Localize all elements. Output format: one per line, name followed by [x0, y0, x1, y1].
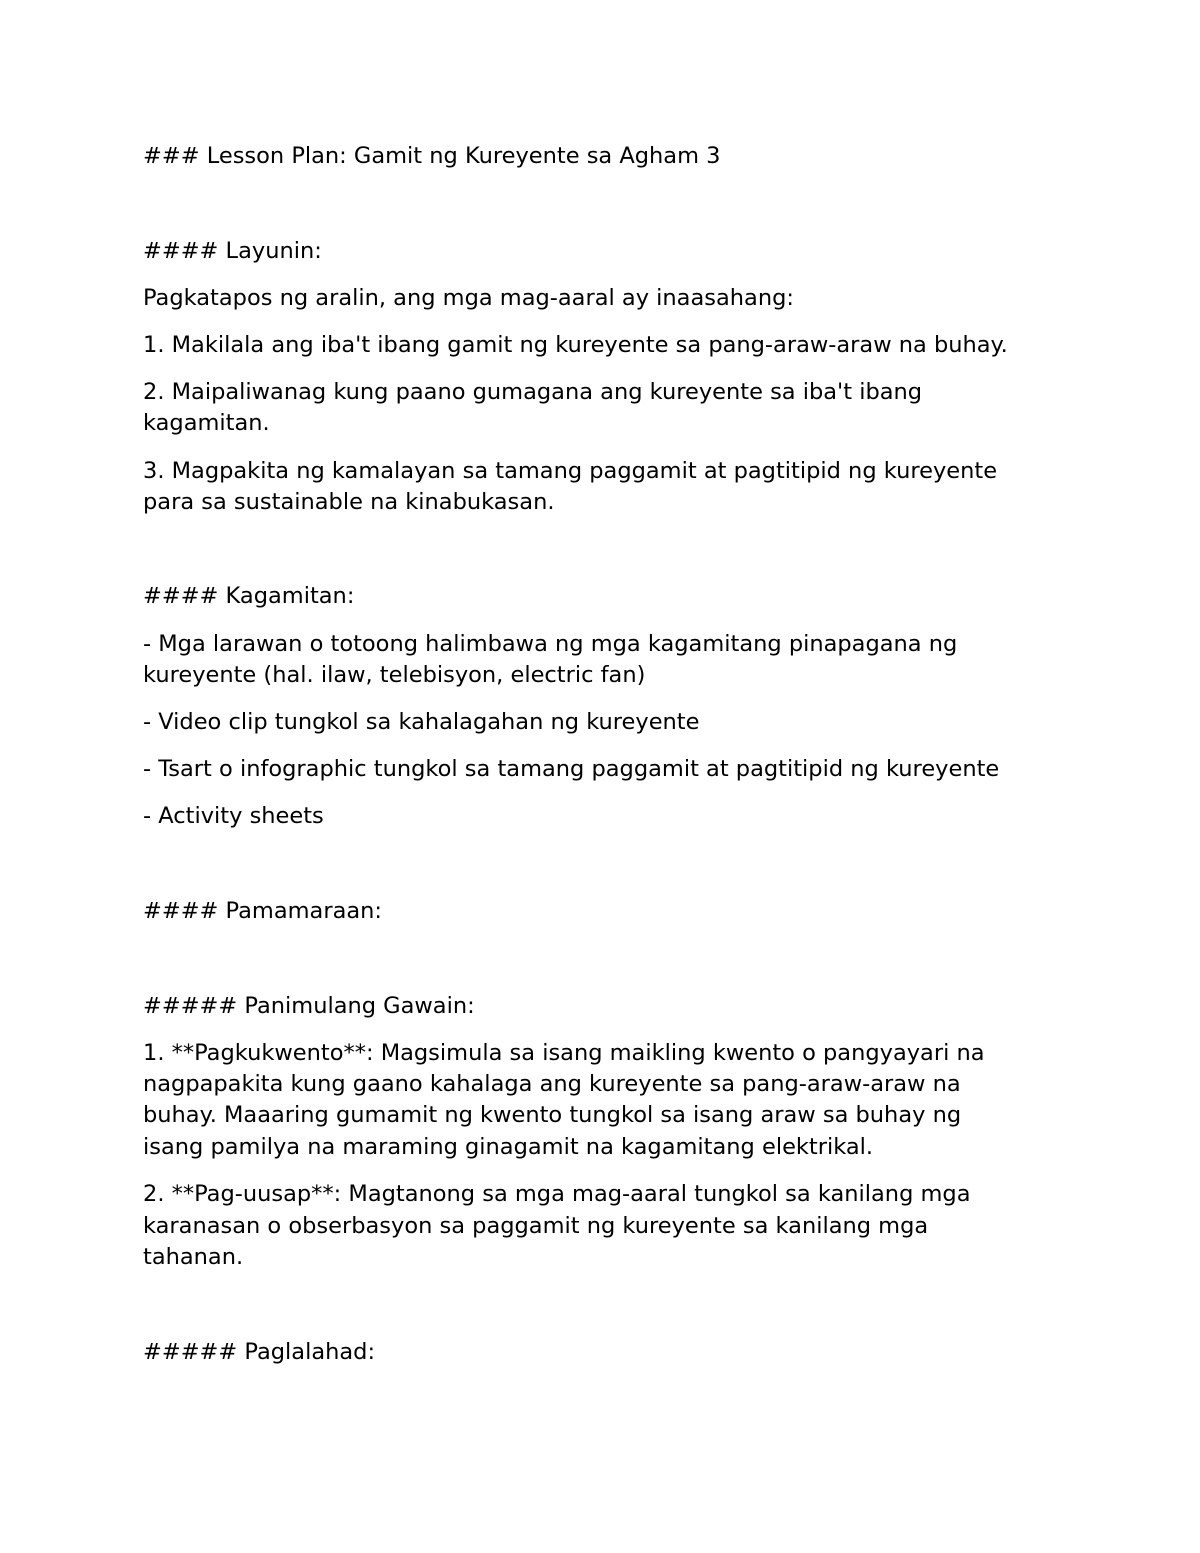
layunin-heading: #### Layunin:	[143, 238, 322, 264]
panimulang-item-2-line-3: tahanan.	[143, 1244, 244, 1270]
panimulang-item-1-line-2: nagpapakita kung gaano kahalaga ang kureyente sa pang-araw-araw na	[143, 1071, 961, 1097]
kagamitan-heading: #### Kagamitan:	[143, 583, 355, 609]
pamamaraan-heading: #### Pamamaraan:	[143, 898, 382, 924]
panimulang-item-1-line-1: 1. **Pagkukwento**: Magsimula sa isang maikling kwento o pangyayari na	[143, 1040, 985, 1066]
layunin-item-2-line-2: kagamitan.	[143, 410, 270, 436]
layunin-item-3-line-1: 3. Magpakita ng kamalayan sa tamang paggamit at pagtitipid ng kureyente	[143, 458, 998, 484]
panimulang-item-2-line-2: karanasan o obserbasyon sa paggamit ng kureyente sa kanilang mga	[143, 1213, 929, 1239]
kagamitan-item-2: - Video clip tungkol sa kahalagahan ng kureyente	[143, 709, 700, 735]
panimulang-item-1-line-3: buhay. Maaaring gumamit ng kwento tungkol sa isang araw sa buhay ng	[143, 1102, 962, 1128]
kagamitan-item-1-line-2: kureyente (hal. ilaw, telebisyon, electric fan)	[143, 662, 646, 688]
document-title: ### Lesson Plan: Gamit ng Kureyente sa Agham 3	[143, 143, 721, 169]
panimulang-gawain-heading: ##### Panimulang Gawain:	[143, 993, 475, 1019]
panimulang-item-2-line-1: 2. **Pag-uusap**: Magtanong sa mga mag-aaral tungkol sa kanilang mga	[143, 1181, 971, 1207]
layunin-item-1-line-1: 1. Makilala ang iba't ibang gamit ng kureyente sa pang-araw-araw na buhay.	[143, 332, 1008, 358]
layunin-intro: Pagkatapos ng aralin, ang mga mag-aaral ay inaasahang:	[143, 285, 794, 311]
paglalahad-heading: ##### Paglalahad:	[143, 1339, 376, 1365]
kagamitan-item-4: - Activity sheets	[143, 803, 324, 829]
layunin-item-2-line-1: 2. Maipaliwanag kung paano gumagana ang kureyente sa iba't ibang	[143, 379, 923, 405]
kagamitan-item-1-line-1: - Mga larawan o totoong halimbawa ng mga kagamitang pinapagana ng	[143, 631, 958, 657]
kagamitan-item-3: - Tsart o infographic tungkol sa tamang paggamit at pagtitipid ng kureyente	[143, 756, 1000, 782]
layunin-item-3-line-2: para sa sustainable na kinabukasan.	[143, 489, 555, 515]
panimulang-item-1-line-4: isang pamilya na maraming ginagamit na kagamitang elektrikal.	[143, 1134, 874, 1160]
